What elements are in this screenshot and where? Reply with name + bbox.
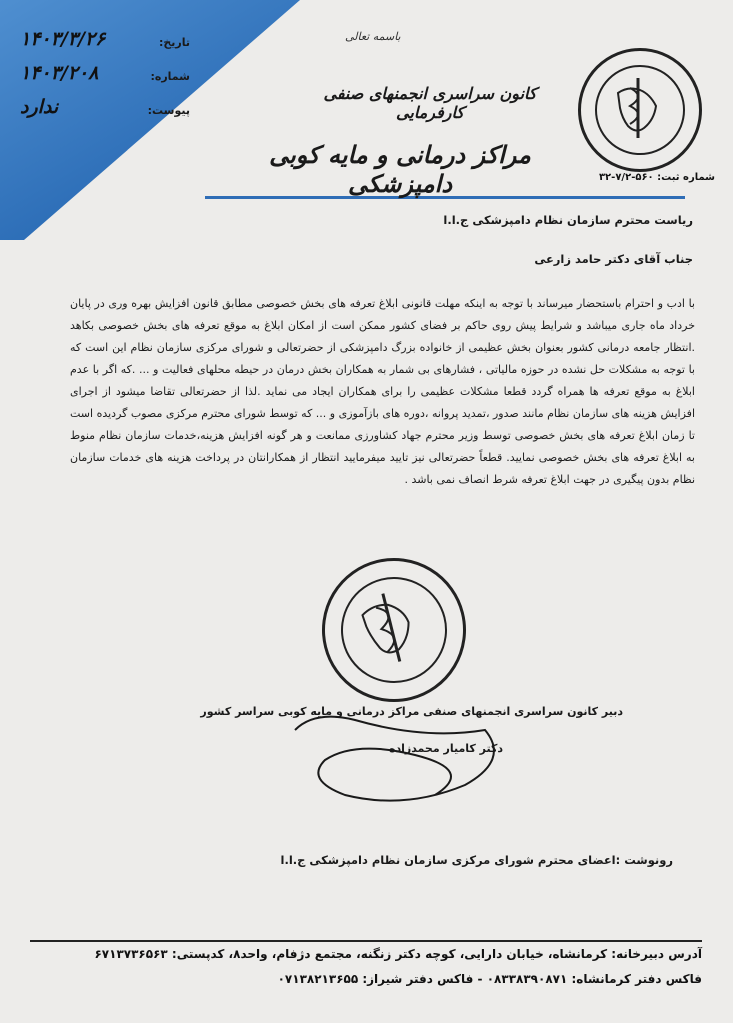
handwritten-signature: [285, 700, 515, 820]
footer-address: آدرس دبیرخانه: کرمانشاه، خیابان دارایی، کوچه دکتر زنگنه، مجتمع دژفام، واحد۸، کدپستی: ۶۷۱۳۷۳۶۵۶۳: [94, 947, 702, 961]
number-row: [20, 62, 190, 96]
body-paragraph: با ادب و احترام باستحضار میرساند با توجه به اینکه مهلت قانونی ابلاغ تعرفه های بخش خصوصی مطابق قانون افزایش بهره وری در پایان خرداد ماه جاری میباشد و شرایط پیش روی حاکم بر فضای کشور ممکن است از امکان ابلاغ به موقع تعرفه های بخش خصوصی بکاهد .انتظار جامعه درمانی کشور بعنوان بخش عظیمی از خانواده بزرگ دامپزشکی از حضرتعالی و شورای مرکزی سازمان نظام این است که با توجه به مشکلات حل نشده در حوزه مالیاتی ، فشارهای بی شمار به همکاران بخش درمان در حیطه محلهای فعالیت و ... .که اگر با عدم ابلاغ به موقع تعرفه ها همراه گردد قطعا مشکلات عظیمی را برای همکاران ایجاد می نماید .لذا از حضرتعالی تقاضا میشود از اجرای افزایش هزینه های سازمان نظام مانند صدور ،تمدید پروانه ،دوره های بازآموزی و ... که توسط شورای محترم مرکزی مصوب گردیده است تا زمان ابلاغ تعرفه های بخش خصوصی توسط وزیر محترم جهاد کشاورزی ممانعت و هر گونه افزایش هزینه،خدمات سازمان نظام منوط به ابلاغ تعرفه های بخش خصوصی نمایید. قطعاً حضرتعالی نیز تایید میفرمایید انتظار از همکارانتان در پرداخت هزینه های خدمات سازمان نظام بدون پیگیری در جهت ابلاغ تعرفه شرط انصاف نمی باشد .: [70, 297, 695, 486]
footer-fax: فاکس دفتر کرمانشاه: ۰۸۳۳۸۳۹۰۸۷۱ - فاکس دفتر شیراز: ۰۷۱۳۸۲۱۳۶۵۵: [277, 972, 702, 986]
date-value: ۱۴۰۳/۳/۲۶: [20, 28, 106, 50]
date-label: تاریخ:: [158, 36, 190, 49]
carbon-copy: رونوشت :اعضای محترم شورای مرکزی سازمان نظام دامپزشکی ج.ا.ا: [280, 853, 673, 867]
letter-addressee: ریاست محترم سازمان نظام دامپزشکی ج.ا.ا: [443, 213, 693, 227]
letter-salutation: جناب آقای دکتر حامد زارعی: [534, 252, 693, 266]
number-value: ۱۴۰۳/۲۰۸: [20, 62, 99, 84]
organization-seal-logo: [578, 48, 702, 172]
registration-number: شماره ثبت: ۵۶۰-۷/۲-۳۲: [598, 172, 715, 183]
org-name-line1: کانون سراسری انجمنهای صنفی کارفرمایی: [323, 84, 537, 122]
letter-meta: [20, 28, 190, 130]
official-stamp: [307, 543, 482, 718]
date-row: [20, 28, 190, 62]
signer-name: دکتر کامیار محمدزاده: [388, 742, 503, 755]
attachment-row: [20, 96, 190, 130]
attachment-label: پیوست:: [147, 104, 190, 117]
letter-body: [70, 293, 695, 491]
attachment-value: ندارد: [20, 96, 59, 118]
letter-footer: [30, 940, 702, 986]
signer-title: دبیر کانون سراسری انجمنهای صنفی مراکز درمانی و مایه کوبی سراسر کشور: [200, 705, 623, 718]
org-name-line2: مراکز درمانی و مایه کوبی دامپزشکی: [269, 140, 531, 198]
stamp-caduceus-icon: [307, 544, 474, 711]
caduceus-icon: [578, 48, 696, 166]
bismillah: باسمه تعالی: [345, 30, 401, 43]
number-label: شماره:: [150, 70, 190, 83]
